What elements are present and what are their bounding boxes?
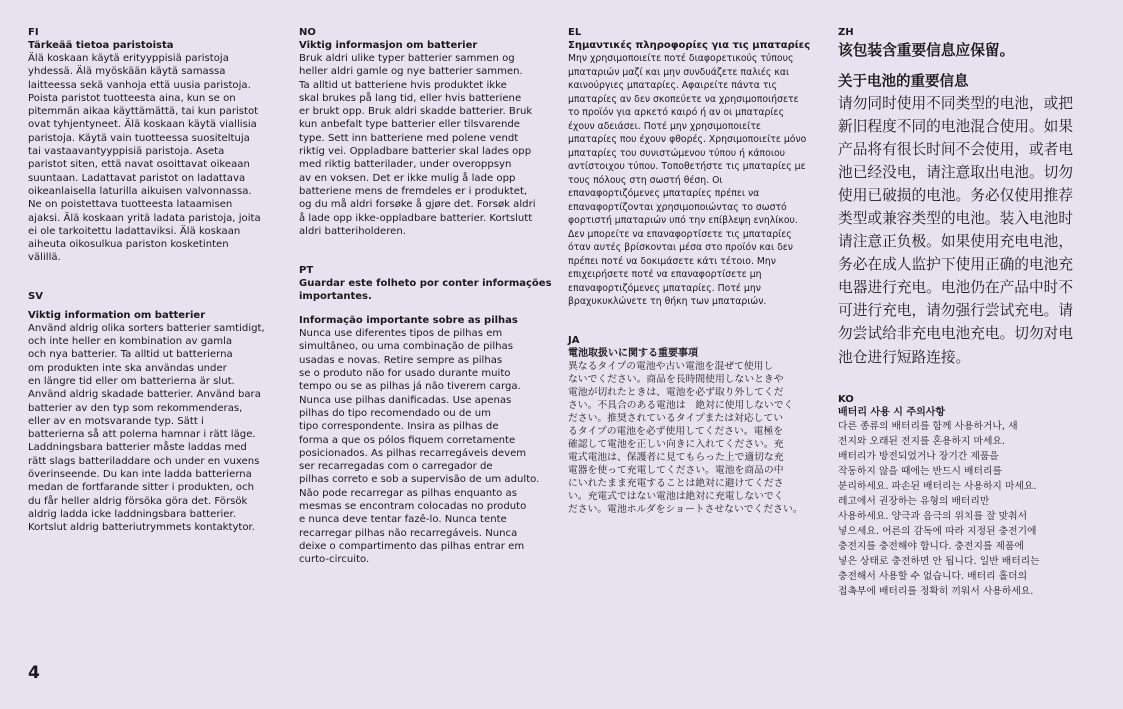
section-notice-zh: 该包装含重要信息应保留。 [838, 42, 1015, 59]
section-title-ja: 電池取扱いに関する重要事項 [568, 347, 698, 359]
section-pt [299, 264, 557, 566]
section-title-no: Viktig informasjon om batterier [299, 40, 478, 51]
section-body-ko: 다른 종류의 배터리를 함께 사용하거나, 새 전지와 오래된 전지를 혼용하지 마세요. 배터리가 방전되었거나 장기간 제품을 작동하지 않을 때에는 반드시 배터리를 분리하세요. 파손된 배터리는 사용하지 마세요. 레고에서 권장하는 유형의 배터리만 사용하세요. 양극과 음극의 위치를 잘 맞춰서 넣으세요. 어른의 감독에 따라 지정된 충전기에 충전지를 충전해야 합니다. 충전지를 제품에 넣은 상태로 충전하면 안 됩니다. 일반 배터리는 충전해서 사용할 수 없습니다. 배터리 홀더의 접촉부에 배터리를 정확히 끼워서 사용하세요. [838, 420, 1040, 597]
page-number: 4 [28, 663, 40, 683]
section-zh [838, 26, 1100, 369]
section-body-sv: Använd aldrig olika sorters batterier samtidigt, och inte heller en kombination av gamla och nya batterier. Ta alltid ut batterierna om produkten inte ska användas under en längre tid eller om batterierna är slut. Använd aldrig skadade batterier. Använd bara batterier av den typ som rekommenderas, eller av en motsvarande typ. Sätt i batterierna så att polerna hamnar i rätt läge. Laddningsbara batterier måste laddas med rätt slags batteriladdare och under en vuxens överinseende. Du kan inte ladda batterierna medan de fortfarande sitter i produkten, och du får heller aldrig försöka göra det. Försök aldrig ladda icke laddningsbara batterier. Kortslut aldrig batteriutrymmets kontaktytor. [28, 322, 265, 534]
section-title-el: Σημαντικές πληροφορίες για τις μπαταρίες [568, 40, 811, 51]
lang-code-pt: PT [299, 265, 314, 277]
section-title-zh: 关于电池的重要信息 [838, 73, 969, 90]
section-ko [838, 393, 1100, 599]
section-el [568, 26, 826, 309]
column-2 [299, 26, 557, 567]
section-title-fi: Tärkeää tietoa paristoista [28, 40, 174, 51]
column-1 [28, 26, 286, 535]
lang-code-zh: ZH [838, 27, 854, 38]
section-no [299, 26, 557, 238]
section-notice-pt: Guardar este folheto por conter informações importantes. [299, 278, 552, 303]
section-body-zh: 请勿同时使用不同类型的电池，或把 新旧程度不同的电池混合使用。如果 产品将有很长时间不会使用，或者电 池已经没电，请注意取出电池。切勿 使用已破损的电池。务必仅使用推荐 类型或兼容类型的电池。装入电池时 请注意正负极。如果使用充电电池， 务必在成人监护下使用正确的电池充 电器进行充电。电池仍在产品中时不 可进行充电，请勿强行尝试充电。请 勿尝试给非充电电池充电。切勿对电 池仓进行短路连接。 [838, 94, 1074, 366]
section-body-no: Bruk aldri ulike typer batterier sammen og heller aldri gamle og nye batterier sammen. Ta alltid ut batteriene hvis produktet ikke skal brukes på lang tid, eller hvis batteriene er brukt opp. Bruk aldri skadde batterier. Bruk kun anbefalt type batterier eller tilsvarende type. Sett inn batteriene med polene vendt riktig vei. Oppladbare batterier skal lades opp med riktig batterilader, under overoppsyn av en voksen. Det er ikke mulig å lade opp batteriene mens de fremdeles er i produktet, og du må aldri forsøke å gjøre det. Forsøk aldri å lade opp ikke-oppladbare batterier. Kortslutt aldri batteriholderen. [299, 53, 536, 237]
section-body-fi: Älä koskaan käytä erityyppisiä paristoja yhdessä. Älä myöskään käytä samassa laitteessa sekä vanhoja että uusia paristoja. Poista paristot tuotteesta aina, kun se on pitemmän aikaa käyttämättä, tai kun paristot ovat tyhjentyneet. Älä koskaan käytä viallisia paristoja. Käytä vain tuotteessa suositeltuja tai vastaavantyyppisiä paristoja. Aseta paristot siten, että navat osoittavat oikeaan suuntaan. Ladattavat paristot on ladattava oikeanlaisella laturilla aikuisen valvonnassa. Ne on poistettava tuotteesta lataamisen ajaksi. Älä koskaan yritä ladata paristoja, joita ei ole tarkoitettu ladattaviksi. Älä koskaan aiheuta oikosulkua pariston kosketinten välillä. [28, 53, 261, 264]
section-title-pt: Informação importante sobre as pilhas [299, 315, 518, 327]
section-title-ko: 배터리 사용 시 주의사항 [838, 406, 946, 418]
lang-code-ko: KO [838, 393, 854, 405]
lang-code-sv: SV [28, 290, 43, 302]
lang-code-fi: FI [28, 27, 39, 38]
column-4 [838, 26, 1100, 599]
lang-code-el: EL [568, 27, 582, 38]
column-3 [568, 26, 826, 516]
section-sv [28, 290, 286, 535]
section-body-pt: Nunca use diferentes tipos de pilhas em simultâneo, ou uma combinação de pilhas usadas e novas. Retire sempre as pilhas se o produto não for usado durante muito tempo ou se as pilhas já não tiverem carga. Nunca use pilhas danificadas. Use apenas pilhas do tipo recomendado ou de um tipo correspondente. Insira as pilhas de forma a que os pólos fiquem corretamente posicionados. As pilhas recarregáveis devem ser recarregadas com o carregador de pilhas correto e sob a supervisão de um adulto. Não pode recarregar as pilhas enquanto as mesmas se encontram colocadas no produto e nunca deve tentar fazê-lo. Nunca tente recarregar pilhas não recarregáveis. Nunca deixe o compartimento das pilhas entrar em curto-circuito. [299, 328, 540, 566]
section-ja [568, 334, 826, 516]
section-body-ja: 異なるタイプの電池や古い電池を混ぜて使用し ないでください。商品を長時間使用しないときや 電池が切れたときは、電池を必ず取り外してくだ さい。不具合のある電池は 絶対に使用しないでく ださい。推奨されているタイプまたは対応してい るタイプの電池を必ず使用してください。電極を 確認して電池を正しい向きに入れてください。充 電式電池は、保護者に見てもらった上で適切な充 電器を使って充電してください。電池を商品の中 にいれたまま充電することは絶対に避けてくださ い。充電式ではない電池は絶対に充電しないでく ださい。電池ホルダをショートさせないでください。 [568, 360, 803, 515]
section-title-sv: Viktig information om batterier [28, 309, 206, 321]
section-fi [28, 26, 286, 265]
lang-code-no: NO [299, 27, 316, 38]
lang-code-ja: JA [568, 334, 580, 346]
section-body-el: Μην χρησιμοποιείτε ποτέ διαφορετικούς τύπους μπαταριών μαζί και μην συνδυάζετε παλιές και καινούργιες μπαταρίες. Αφαιρείτε πάντα τις μπαταρίες αν δεν σκοπεύετε να χρησιμοποιήσετε το προϊόν για αρκετό καιρό ή αν οι μπαταρίες έχουν αδειάσει. Ποτέ μην χρησιμοποιείτε μπαταρίες που έχουν φθορές. Χρησιμοποιείτε μόνο μπαταρίες του συνιστώμενου τύπου ή κάποιου αντίστοιχου τύπου. Τοποθετήστε τις μπαταρίες με τους πόλους στη σωστή θέση. Οι επαναφορτιζόμενες μπαταρίες πρέπει να επαναφορτίζονται χρησιμοποιώντας το σωστό φορτιστή μπαταριών υπό την επίβλεψη ενηλίκου. Δεν μπορείτε να επαναφορτίσετε τις μπαταρίες όταν αυτές βρίσκονται μέσα στο προϊόν και δεν πρέπει ποτέ να δοκιμάσετε κάτι τέτοιο. Μην επιχειρήσετε ποτέ να επαναφορτίσετε μη επαναφορτιζόμενες μπαταρίες. Ποτέ μην βραχυκυκλώνετε τη θήκη των μπαταριών. [568, 53, 807, 307]
